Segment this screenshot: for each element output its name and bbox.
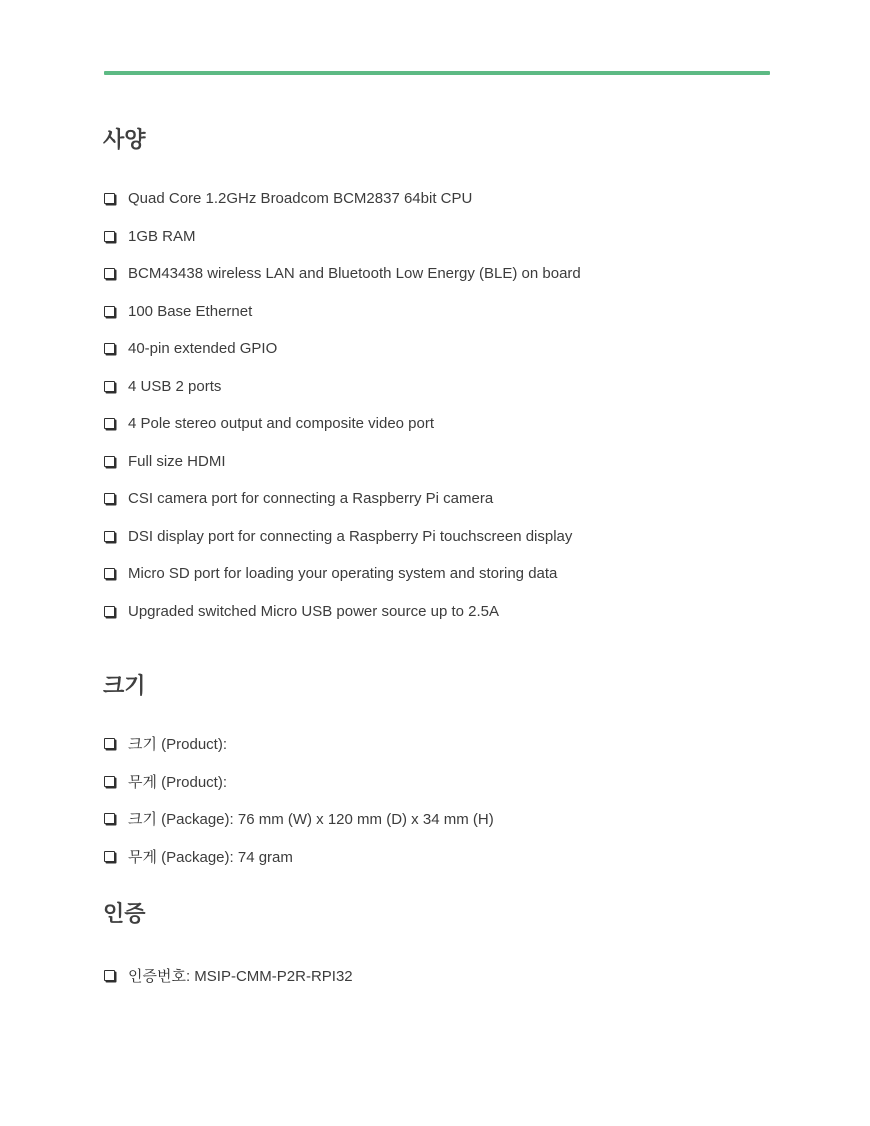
item-value: (Package): 76 mm (W) x 120 mm (D) x 34 mm (H) xyxy=(156,811,494,828)
checkbox-icon xyxy=(104,306,115,317)
checkbox-icon xyxy=(104,606,115,617)
checkbox-icon xyxy=(104,268,115,279)
checkbox-icon xyxy=(104,381,115,392)
heading-spec: 사양 xyxy=(103,128,146,153)
checkbox-icon xyxy=(104,531,115,542)
item-value: (Product): xyxy=(156,736,228,753)
checkbox-icon xyxy=(104,493,115,504)
checkbox-icon xyxy=(104,193,115,204)
item-label: 무게 xyxy=(128,847,157,866)
checkbox-icon xyxy=(104,851,115,862)
item-value: (Package): 74 gram xyxy=(156,848,293,866)
section-divider xyxy=(104,71,770,75)
item-label: 크기 xyxy=(128,735,157,753)
checkbox-icon xyxy=(104,970,115,981)
checkbox-icon xyxy=(104,776,115,787)
checkbox-icon xyxy=(104,456,115,467)
item-value: (Product): xyxy=(156,773,228,791)
checkbox-icon xyxy=(104,343,115,354)
checkbox-icon xyxy=(104,231,115,242)
heading-size: 크기 xyxy=(103,674,146,699)
checkbox-icon xyxy=(104,568,115,579)
checkbox-icon xyxy=(104,738,115,749)
item-label: 무게 xyxy=(128,772,157,791)
checkbox-icon xyxy=(104,418,115,429)
checkbox-icon xyxy=(104,813,115,824)
item-label: 인증번호 xyxy=(128,967,186,985)
item-label: 크기 xyxy=(128,810,157,828)
heading-cert: 인증 xyxy=(103,902,146,927)
item-value: : MSIP-CMM-P2R-RPI32 xyxy=(185,968,353,985)
